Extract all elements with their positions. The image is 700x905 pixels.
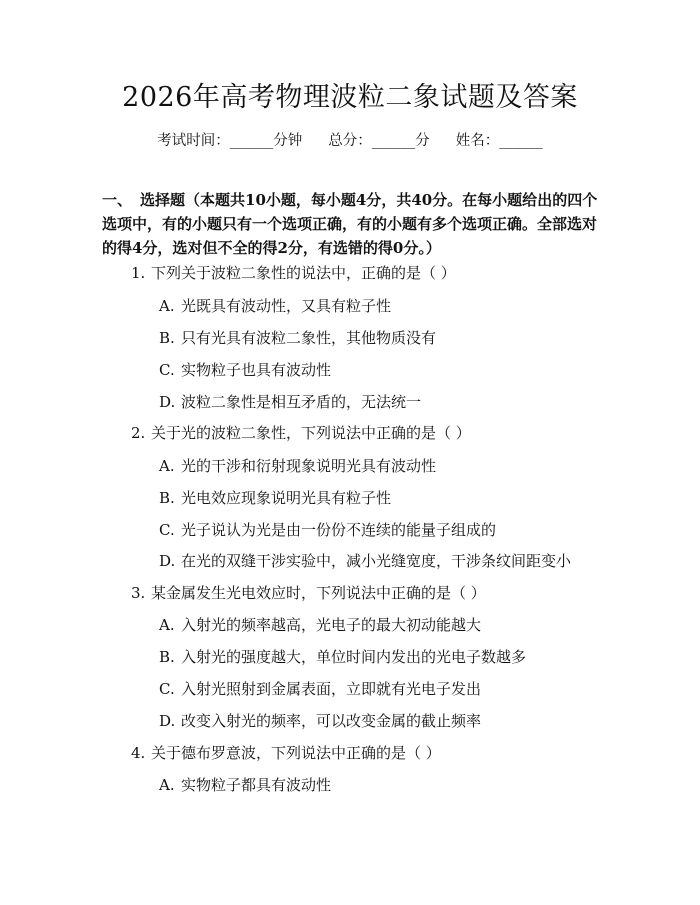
option-text: 波粒二象性是相互矛盾的，无法统一: [181, 393, 422, 411]
question-3: [131, 583, 486, 603]
question-3-option-a: [159, 615, 481, 635]
question-4-option-a: [159, 775, 331, 795]
question-number: 1.: [131, 264, 146, 282]
question-2-option-c: [159, 520, 496, 540]
option-text: 入射光的强度越大，单位时间内发出的光电子数越多: [181, 648, 527, 666]
name-field: 姓名：______: [455, 133, 543, 149]
section-instructions: 选择题（本题共10小题，每小题4分，共40分。在每小题给出的四个选项中，有的小题只有一个选项正确，有的小题有多个选项正确。全部选对的得4分，选对但不全的得2分，有选错的得0分。）: [102, 191, 598, 257]
question-2: [131, 423, 471, 443]
option-letter: C.: [159, 680, 175, 698]
option-text: 光子说认为光是由一份份不连续的能量子组成的: [181, 521, 497, 539]
option-text: 在光的双缝干涉实验中，减小光缝宽度，干涉条纹间距变小: [181, 552, 572, 570]
question-3-option-c: [159, 679, 481, 699]
option-letter: A.: [159, 457, 175, 475]
question-2-option-b: [159, 488, 391, 508]
option-text: 入射光照射到金属表面，立即就有光电子发出: [181, 680, 482, 698]
question-stem: 关于光的波粒二象性，下列说法中正确的是（ ）: [151, 424, 471, 442]
question-1-option-c: [159, 360, 331, 380]
option-text: 光电效应现象说明光具有粒子性: [181, 489, 392, 507]
option-letter: D.: [159, 712, 176, 730]
question-4: [131, 743, 441, 763]
option-letter: D.: [159, 393, 176, 411]
exam-info-line: [0, 131, 700, 151]
question-2-option-d: [159, 551, 571, 571]
question-1-option-b: [159, 328, 436, 348]
question-2-option-a: [159, 456, 436, 476]
option-letter: A.: [159, 776, 175, 794]
option-letter: C.: [159, 361, 175, 379]
question-3-option-d: [159, 711, 481, 731]
question-stem: 关于德布罗意波，下列说法中正确的是（ ）: [151, 744, 441, 762]
option-text: 光既具有波动性，又具有粒子性: [181, 297, 392, 315]
option-text: 实物粒子也具有波动性: [181, 361, 332, 379]
exam-time-field: 考试时间：______分钟: [157, 133, 303, 149]
question-number: 3.: [131, 584, 146, 602]
section-heading: [102, 188, 602, 260]
option-letter: A.: [159, 616, 175, 634]
option-text: 实物粒子都具有波动性: [181, 776, 332, 794]
total-score-field: 总分：______分: [328, 133, 430, 149]
option-text: 改变入射光的频率，可以改变金属的截止频率: [181, 712, 482, 730]
option-letter: C.: [159, 521, 175, 539]
option-letter: D.: [159, 552, 176, 570]
section-number: 一、: [102, 191, 133, 209]
question-number: 2.: [131, 424, 146, 442]
option-letter: B.: [159, 329, 175, 347]
option-text: 光的干涉和衍射现象说明光具有波动性: [181, 457, 437, 475]
question-stem: 某金属发生光电效应时，下列说法中正确的是（ ）: [151, 584, 486, 602]
question-number: 4.: [131, 744, 146, 762]
option-letter: A.: [159, 297, 175, 315]
option-letter: B.: [159, 489, 175, 507]
question-1: [131, 263, 456, 283]
question-1-option-a: [159, 296, 391, 316]
option-text: 入射光的频率越高，光电子的最大初动能越大: [181, 616, 482, 634]
question-1-option-d: [159, 392, 421, 412]
option-letter: B.: [159, 648, 175, 666]
question-stem: 下列关于波粒二象性的说法中，正确的是（ ）: [151, 264, 456, 282]
option-text: 只有光具有波粒二象性，其他物质没有: [181, 329, 437, 347]
question-3-option-b: [159, 647, 526, 667]
page-title: 2026年高考物理波粒二象试题及答案: [122, 82, 578, 113]
